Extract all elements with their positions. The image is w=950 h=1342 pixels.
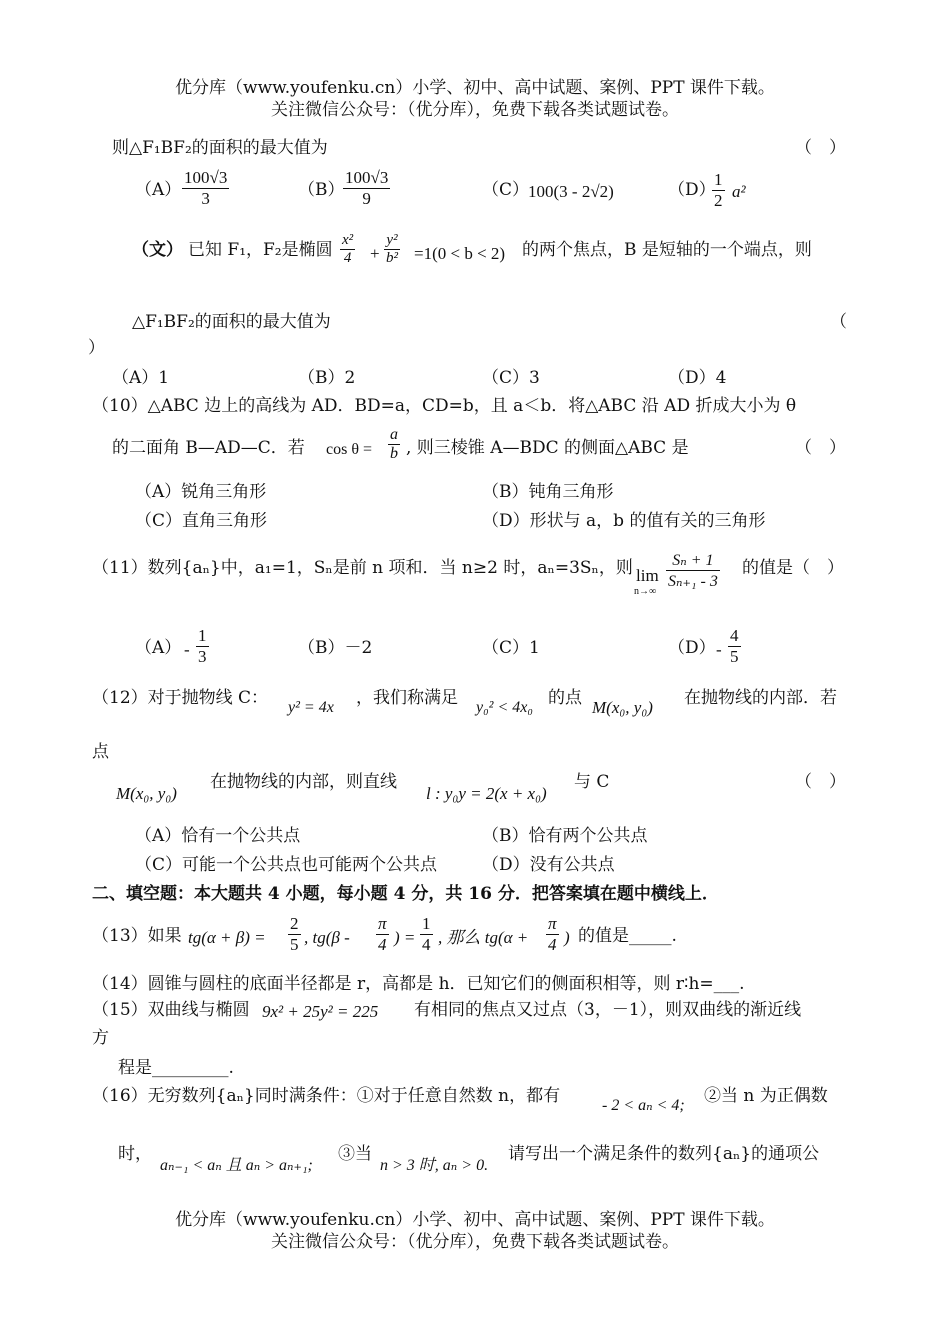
q9-option-a-num: 100√3 — [184, 168, 228, 187]
q9-wen-text1: 已知 F₁，F₂是椭圆 — [188, 240, 333, 260]
q13-frac-1-den: 5 — [290, 935, 299, 954]
q9-wen-option-b: （B）2 — [298, 368, 356, 388]
q12-option-a: （A）恰有一个公共点 — [135, 826, 301, 846]
q9-wen-frac-x — [340, 232, 355, 267]
q9-wen-option-a: （A）1 — [112, 368, 170, 388]
q11-option-a-label: （A） — [135, 638, 182, 658]
q9-option-d-fraction — [712, 170, 725, 211]
q12-ineq: y₀² < 4x₀ — [476, 699, 533, 716]
q9-wen-frac-y-num: y² — [384, 232, 400, 250]
q12-text4: 在抛物线的内部．若 — [684, 688, 837, 708]
q9-wen-paren-open: （ — [830, 312, 847, 332]
q13-frac-4 — [546, 914, 559, 955]
q10-option-d: （D）形状与 a，b 的值有关的三角形 — [482, 511, 766, 531]
q16-text2: ②当 n 为正偶数 — [704, 1086, 828, 1106]
q15-text2: 有相同的焦点又过点（3，－1），则双曲线的渐近线 — [414, 1000, 802, 1020]
q9-option-d-label: （D） — [668, 180, 716, 200]
footer-line-2: 关注微信公众号：（优分库），免费下载各类试题试卷。 — [271, 1232, 679, 1252]
q10-option-b: （B）钝角三角形 — [482, 482, 614, 502]
q9-wen-paren-close: ） — [88, 338, 105, 358]
q9-wen-text2: 的两个焦点，B 是短轴的一个端点，则 — [522, 240, 812, 260]
q10-cos: cos θ = — [326, 441, 373, 458]
q10-line1: （10）△ABC 边上的高线为 AD．BD=a，CD=b，且 a＜b．将△ABC 沿 AD 折成大小为 θ — [92, 396, 797, 416]
q9-wen-option-c: （C）3 — [482, 368, 540, 388]
q11-option-d-den: 5 — [730, 647, 739, 666]
q11-option-a-sign: - — [184, 640, 190, 659]
q11-option-d-fraction — [728, 626, 741, 667]
q13-frac-1 — [288, 914, 301, 955]
q10-line2a: 的二面角 B—AD—C．若 — [112, 438, 305, 458]
q16-shi: 时， — [118, 1144, 152, 1164]
q9-option-c-label: （C） — [482, 180, 530, 200]
q13-frac-4-den: 4 — [548, 935, 557, 954]
q15-eq: 9x² + 25y² = 225 — [262, 1002, 379, 1021]
q9-wen-option-d: （D）4 — [668, 368, 727, 388]
q12-point: M(x₀, y₀) — [592, 698, 653, 717]
q11-option-d-sign: - — [716, 640, 722, 659]
q11-num: Sₙ + 1 — [666, 550, 720, 571]
q12-option-d: （D）没有公共点 — [482, 855, 615, 875]
q9-stem: 则△F₁BF₂的面积的最大值为 — [112, 138, 328, 158]
q10-option-a: （A）锐角三角形 — [135, 482, 267, 502]
q12-eq: y² = 4x — [288, 699, 334, 716]
q9-option-d-den: 2 — [714, 191, 723, 210]
q13-p4: , 那么 tg(α + — [438, 928, 529, 947]
q11-option-c: （C）1 — [482, 638, 540, 658]
q16-text1: （16）无穷数列{aₙ}同时满条件：①对于任意自然数 n，都有 — [92, 1086, 561, 1106]
q16-text4: 请写出一个满足条件的数列{aₙ}的通项公 — [508, 1144, 820, 1164]
q11-lim-sub: n→∞ — [634, 586, 657, 597]
q13-frac-3-num: 1 — [422, 914, 431, 933]
q11-option-d-num: 4 — [730, 626, 739, 645]
q12-text5: 在抛物线的内部，则直线 — [210, 772, 397, 792]
q13-p3: ) = — [394, 928, 416, 947]
q9-wen-frac-x-num: x² — [342, 232, 354, 248]
q9-wen-cond: =1(0 < b < 2) — [414, 244, 506, 263]
q16-text3: ③当 — [338, 1144, 372, 1164]
q9-wen-plus: + — [370, 244, 380, 263]
header-line-2: 关注微信公众号：（优分库），免费下载各类试题试卷。 — [271, 100, 679, 120]
q9-option-b-fraction — [343, 168, 390, 209]
q9-wen-frac-y — [384, 232, 400, 267]
q13-tail: 的值是_____. — [578, 926, 677, 946]
q11-tail: 的值是（ ） — [742, 558, 844, 578]
q11-option-d-label: （D） — [668, 638, 716, 658]
q11-fraction — [666, 550, 720, 591]
q9-option-c-expr: 100(3 - 2√2) — [528, 182, 614, 201]
section-2-heading: 二、填空题：本大题共 4 小题，每小题 4 分，共 16 分．把答案填在题中横线上． — [92, 884, 719, 904]
q13-frac-2 — [376, 914, 389, 955]
q12-text3: 的点 — [548, 688, 582, 708]
q9-paren: （ ） — [795, 138, 846, 158]
q16-ineq3: n > 3 时, aₙ > 0. — [380, 1157, 489, 1174]
q9-option-b-label: （B） — [298, 180, 345, 200]
q11-option-a-num: 1 — [198, 626, 207, 645]
q13-frac-3 — [420, 914, 433, 955]
q13-p5: ) — [564, 928, 570, 947]
q9-wen-prefix: （文） — [132, 240, 183, 260]
q9-wen-frac-y-den: b² — [386, 250, 398, 266]
q16-ineq1: - 2 < aₙ < 4; — [602, 1097, 685, 1114]
q9-option-b-den: 9 — [362, 189, 371, 208]
q9-option-b-num: 100√3 — [345, 168, 389, 187]
q13-prefix: （13）如果 — [92, 926, 182, 946]
q10-line2b: , 则三棱锥 A—BDC 的侧面△ABC 是 — [406, 438, 689, 458]
q9-option-a-fraction — [182, 168, 229, 209]
q13-p1: tg(α + β) = — [188, 928, 266, 947]
q12-dian: 点 — [92, 742, 109, 762]
q12-text1: （12）对于抛物线 C： — [92, 688, 269, 708]
q9-wen-stem2: △F₁BF₂的面积的最大值为 — [132, 312, 331, 332]
q12-point-2: M(x₀, y₀) — [116, 784, 177, 803]
q16-ineq2: aₙ₋₁ < aₙ 且 aₙ > aₙ₊₁; — [160, 1157, 313, 1174]
q11-option-a-fraction — [196, 626, 209, 667]
q10-paren: （ ） — [795, 438, 846, 458]
q12-option-b: （B）恰有两个公共点 — [482, 826, 648, 846]
q13-frac-4-num: π — [548, 914, 557, 933]
q13-frac-3-den: 4 — [422, 935, 431, 954]
q9-option-a-den: 3 — [201, 189, 210, 208]
q11-text: （11）数列{aₙ}中，a₁=1，Sₙ是前 n 项和．当 n≥2 时，aₙ=3Sₙ，则 — [92, 558, 633, 578]
q10-frac-den: b — [390, 445, 398, 462]
q10-fraction — [388, 426, 400, 463]
q9-wen-frac-x-den: 4 — [343, 250, 352, 266]
q12-line-eq: l : y₀y = 2(x + x₀) — [426, 784, 547, 803]
q9-option-a-label: （A） — [135, 180, 182, 200]
q12-text2: ，我们称满足 — [356, 688, 458, 708]
q9-option-d-rest: a² — [732, 182, 746, 201]
q12-option-c: （C）可能一个公共点也可能两个公共点 — [135, 855, 438, 875]
q15-line2: 方 — [92, 1028, 109, 1048]
q13-p2: , tg(β - — [304, 928, 350, 947]
q11-den: Sₙ₊₁ - 3 — [668, 573, 718, 590]
q11-option-a-den: 3 — [198, 647, 207, 666]
q13-frac-1-num: 2 — [290, 914, 299, 933]
q9-option-d-num: 1 — [714, 170, 723, 189]
q12-paren: （ ） — [795, 772, 846, 792]
q15-text1: （15）双曲线与椭圆 — [92, 1000, 250, 1020]
q14-text: （14）圆锥与圆柱的底面半径都是 r，高都是 h．已知它们的侧面积相等，则 r∶h=___. — [92, 974, 745, 994]
q12-text6: 与 C — [574, 772, 610, 792]
q10-option-c: （C）直角三角形 — [135, 511, 268, 531]
q15-line3: 程是_________. — [118, 1058, 234, 1078]
q11-option-b: （B）－2 — [298, 638, 373, 658]
q13-frac-2-den: 4 — [378, 935, 387, 954]
q10-frac-num: a — [390, 426, 398, 443]
footer-line-1: 优分库（www.youfenku.cn）小学、初中、高中试题、案例、PPT 课件下载。 — [175, 1210, 775, 1230]
q13-frac-2-num: π — [378, 914, 387, 933]
q11-lim: lim — [636, 566, 659, 585]
header-line-1: 优分库（www.youfenku.cn）小学、初中、高中试题、案例、PPT 课件下载。 — [175, 78, 775, 98]
